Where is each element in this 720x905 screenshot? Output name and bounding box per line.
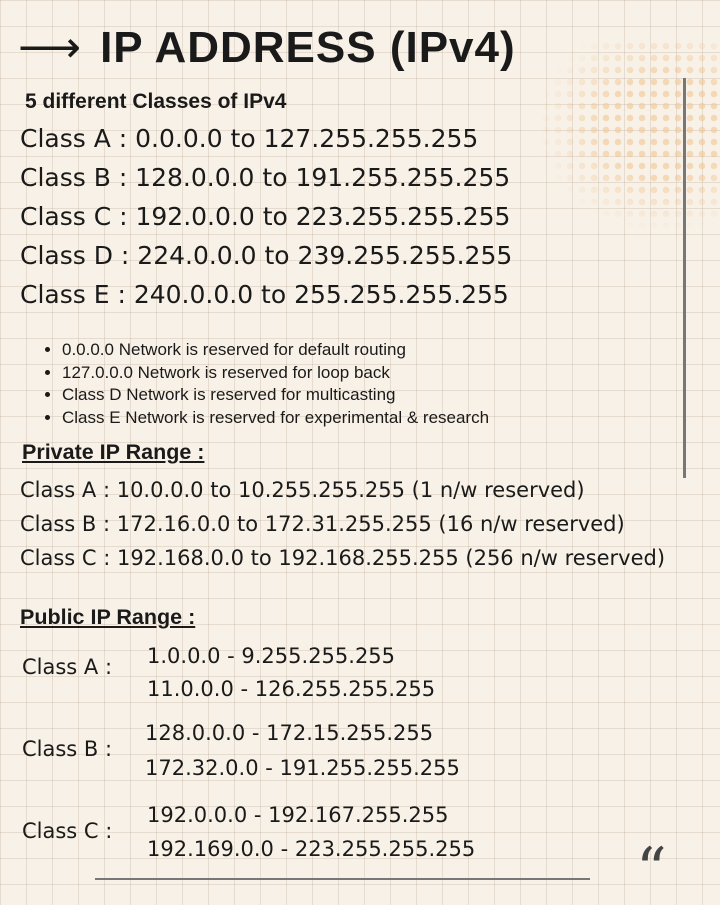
public-class-label: Class C : bbox=[22, 819, 113, 843]
decorative-bottom-line bbox=[95, 878, 590, 880]
private-range-row: Class B : 172.16.0.0 to 172.31.255.255 (16 n/w reserved) bbox=[20, 512, 625, 536]
class-range-c: Class C : 192.0.0.0 to 223.255.255.255 bbox=[20, 202, 511, 231]
private-range-row: Class A : 10.0.0.0 to 10.255.255.255 (1 n/w reserved) bbox=[20, 478, 585, 502]
decorative-vertical-line bbox=[683, 78, 686, 478]
note-item: • 0.0.0.0 Network is reserved for default routing bbox=[62, 339, 489, 362]
quote-icon: “ bbox=[636, 835, 667, 905]
public-class-label: Class B : bbox=[22, 737, 113, 761]
private-range-heading: Private IP Range : bbox=[22, 440, 205, 464]
note-item: • 127.0.0.0 Network is reserved for loop back bbox=[62, 362, 489, 385]
private-range-row: Class C : 192.168.0.0 to 192.168.255.255 (256 n/w reserved) bbox=[20, 546, 666, 570]
decorative-dot-pattern bbox=[540, 40, 720, 230]
note-item: • Class D Network is reserved for multicasting bbox=[62, 384, 489, 407]
public-range-value: 11.0.0.0 - 126.255.255.255 bbox=[147, 677, 436, 701]
section-subtitle: 5 different Classes of IPv4 bbox=[25, 90, 287, 113]
public-range-heading: Public IP Range : bbox=[20, 605, 196, 629]
class-range-b: Class B : 128.0.0.0 to 191.255.255.255 bbox=[20, 163, 511, 192]
arrow-icon: ⟶ bbox=[18, 23, 83, 72]
public-range-value: 192.169.0.0 - 223.255.255.255 bbox=[147, 837, 476, 861]
public-range-value: 1.0.0.0 - 9.255.255.255 bbox=[147, 644, 396, 668]
public-range-value: 128.0.0.0 - 172.15.255.255 bbox=[145, 721, 434, 745]
public-range-value: 172.32.0.0 - 191.255.255.255 bbox=[145, 756, 460, 780]
page-title bbox=[18, 22, 516, 73]
public-class-label: Class A : bbox=[22, 655, 113, 679]
class-range-a: Class A : 0.0.0.0 to 127.255.255.255 bbox=[20, 124, 479, 153]
page-title-text: IP ADDRESS (IPv4) bbox=[100, 23, 516, 72]
class-range-e: Class E : 240.0.0.0 to 255.255.255.255 bbox=[20, 280, 509, 309]
notes-list bbox=[38, 339, 489, 429]
note-item: • Class E Network is reserved for experimental & research bbox=[62, 407, 489, 430]
public-range-value: 192.0.0.0 - 192.167.255.255 bbox=[147, 803, 449, 827]
class-range-d: Class D : 224.0.0.0 to 239.255.255.255 bbox=[20, 241, 513, 270]
